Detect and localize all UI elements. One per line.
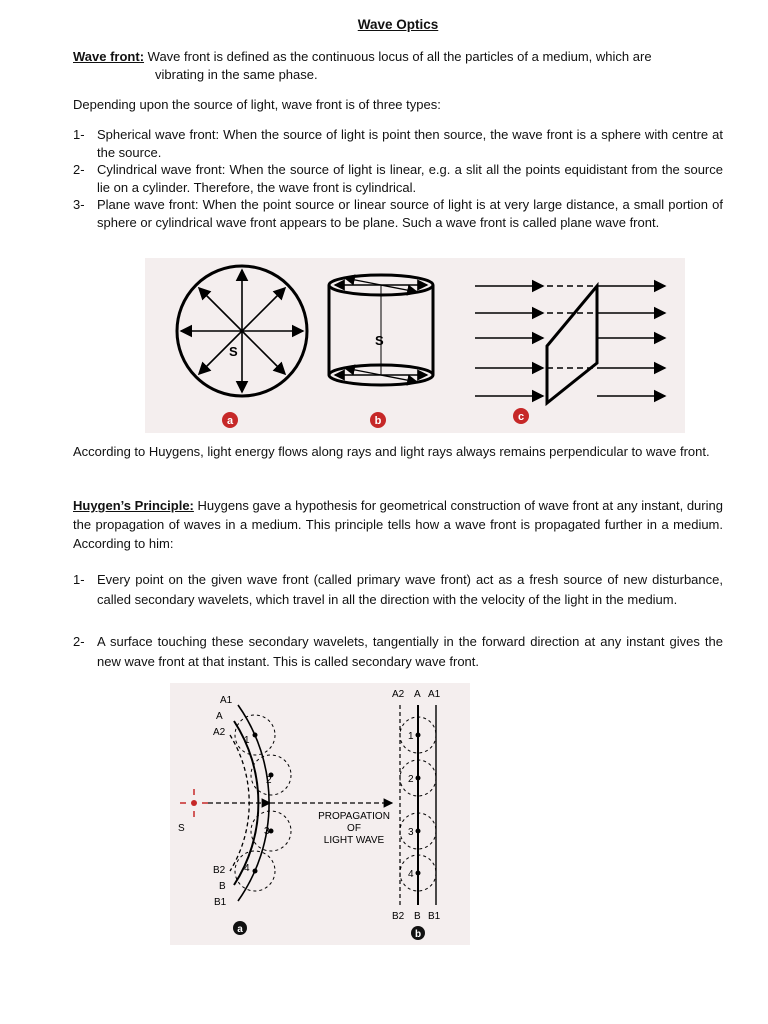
propagation-line3: LIGHT WAVE — [323, 835, 385, 846]
cylinder-source-label: S — [375, 333, 384, 348]
label-b2-right: B2 — [392, 911, 405, 922]
wavefront-definition — [73, 47, 723, 66]
figure1-background — [145, 258, 685, 433]
label-b1-left: B1 — [214, 897, 227, 908]
principle-item-2 — [73, 632, 723, 672]
label-b2-left: B2 — [213, 865, 226, 876]
wavefront-line1: Wave front is defined as the continuous locus of all the particles of a medium, which are — [147, 49, 652, 64]
plane-wavelet-1-label: 1 — [408, 731, 414, 742]
types-intro: Depending upon the source of light, wave front is of three types: — [73, 97, 441, 112]
label-c: c — [517, 411, 525, 423]
plane-wavelet-2-label: 2 — [408, 774, 414, 785]
principle-num-2: 2- — [73, 634, 85, 649]
wavelet-1-label: 1 — [244, 735, 250, 746]
type-text-1: Spherical wave front: When the source of light is point then source, the wave front is a sphere with centre at the source. — [97, 127, 723, 160]
spherical-wavefront-diagram — [177, 266, 307, 396]
huygens-construction-figure — [170, 683, 470, 945]
huygens-rays-paragraph: According to Huygens, light energy flows along rays and light rays always remains perpendicular to wave front. — [73, 444, 710, 459]
propagation-line2: OF — [347, 823, 361, 834]
label-a2-right: A2 — [392, 689, 405, 700]
type-item-3 — [73, 196, 723, 231]
label-a-right: A — [414, 689, 421, 700]
source-label-s: S — [178, 823, 185, 834]
label-a1-right: A1 — [428, 689, 441, 700]
fig2-label-a: a — [237, 924, 243, 935]
type-item-2 — [73, 161, 723, 196]
wavelet-3-label: 3 — [264, 826, 270, 837]
type-text-3: Plane wave front: When the point source or linear source of light is at very large distance, a small portion of sphere or cylindrical wave front appears to be plane. Such a wave front is called plane wave front. — [97, 197, 723, 230]
plane-wavelet-3-label: 3 — [408, 827, 414, 838]
label-b-right: B — [414, 911, 421, 922]
wavefront-term: Wave front: — [73, 49, 145, 64]
propagation-line1: PROPAGATION — [318, 811, 390, 822]
type-num-3: 3- — [73, 197, 85, 212]
label-a1-left: A1 — [220, 695, 233, 706]
wavefront-line2: vibrating in the same phase. — [155, 67, 318, 82]
type-item-1 — [73, 126, 723, 161]
sphere-rays — [181, 270, 303, 392]
principle-num-1: 1- — [73, 572, 85, 587]
type-num-2: 2- — [73, 162, 85, 177]
fig2-label-b: b — [414, 929, 422, 940]
huygens-principle-paragraph — [73, 496, 723, 553]
plane-wavelet-4-label: 4 — [408, 869, 414, 880]
label-a-left: A — [216, 711, 223, 722]
label-a2-left: A2 — [213, 727, 226, 738]
principle-text: Huygens gave a hypothesis for geometrical construction of wave front at any instant, during the propagation of waves in a medium. This principle tells how a wave front is propagated further in a medium. According to him: — [73, 498, 723, 551]
wavelet-2-label: 2 — [266, 775, 272, 786]
wavelet-4-label: 4 — [244, 863, 250, 874]
principle-text-1: Every point on the given wave front (called primary wave front) act as a fresh source of new disturbance, called secondary wavelets, which travel in all the direction with the velocity of the light in the medium. — [97, 572, 723, 607]
label-a: a — [226, 415, 234, 427]
type-text-2: Cylindrical wave front: When the source of light is linear, e.g. a slit all the points equidistant from the source lie on a cylinder. Therefore, the wave front is cylindrical. — [97, 162, 723, 195]
label-b-left: B — [219, 881, 226, 892]
principle-term: Huygen’s Principle: — [73, 498, 194, 513]
type-num-1: 1- — [73, 127, 85, 142]
wavefront-types-figure — [145, 258, 685, 433]
label-b: b — [374, 415, 382, 427]
sphere-source-label: S — [229, 344, 238, 359]
principle-item-1 — [73, 570, 723, 610]
label-b1-right: B1 — [428, 911, 441, 922]
principle-text-2: A surface touching these secondary wavelets, tangentially in the forward direction at any instant gives the new wave front at that instant. This is called secondary wave front. — [97, 634, 723, 669]
page-title: Wave Optics — [357, 17, 439, 32]
